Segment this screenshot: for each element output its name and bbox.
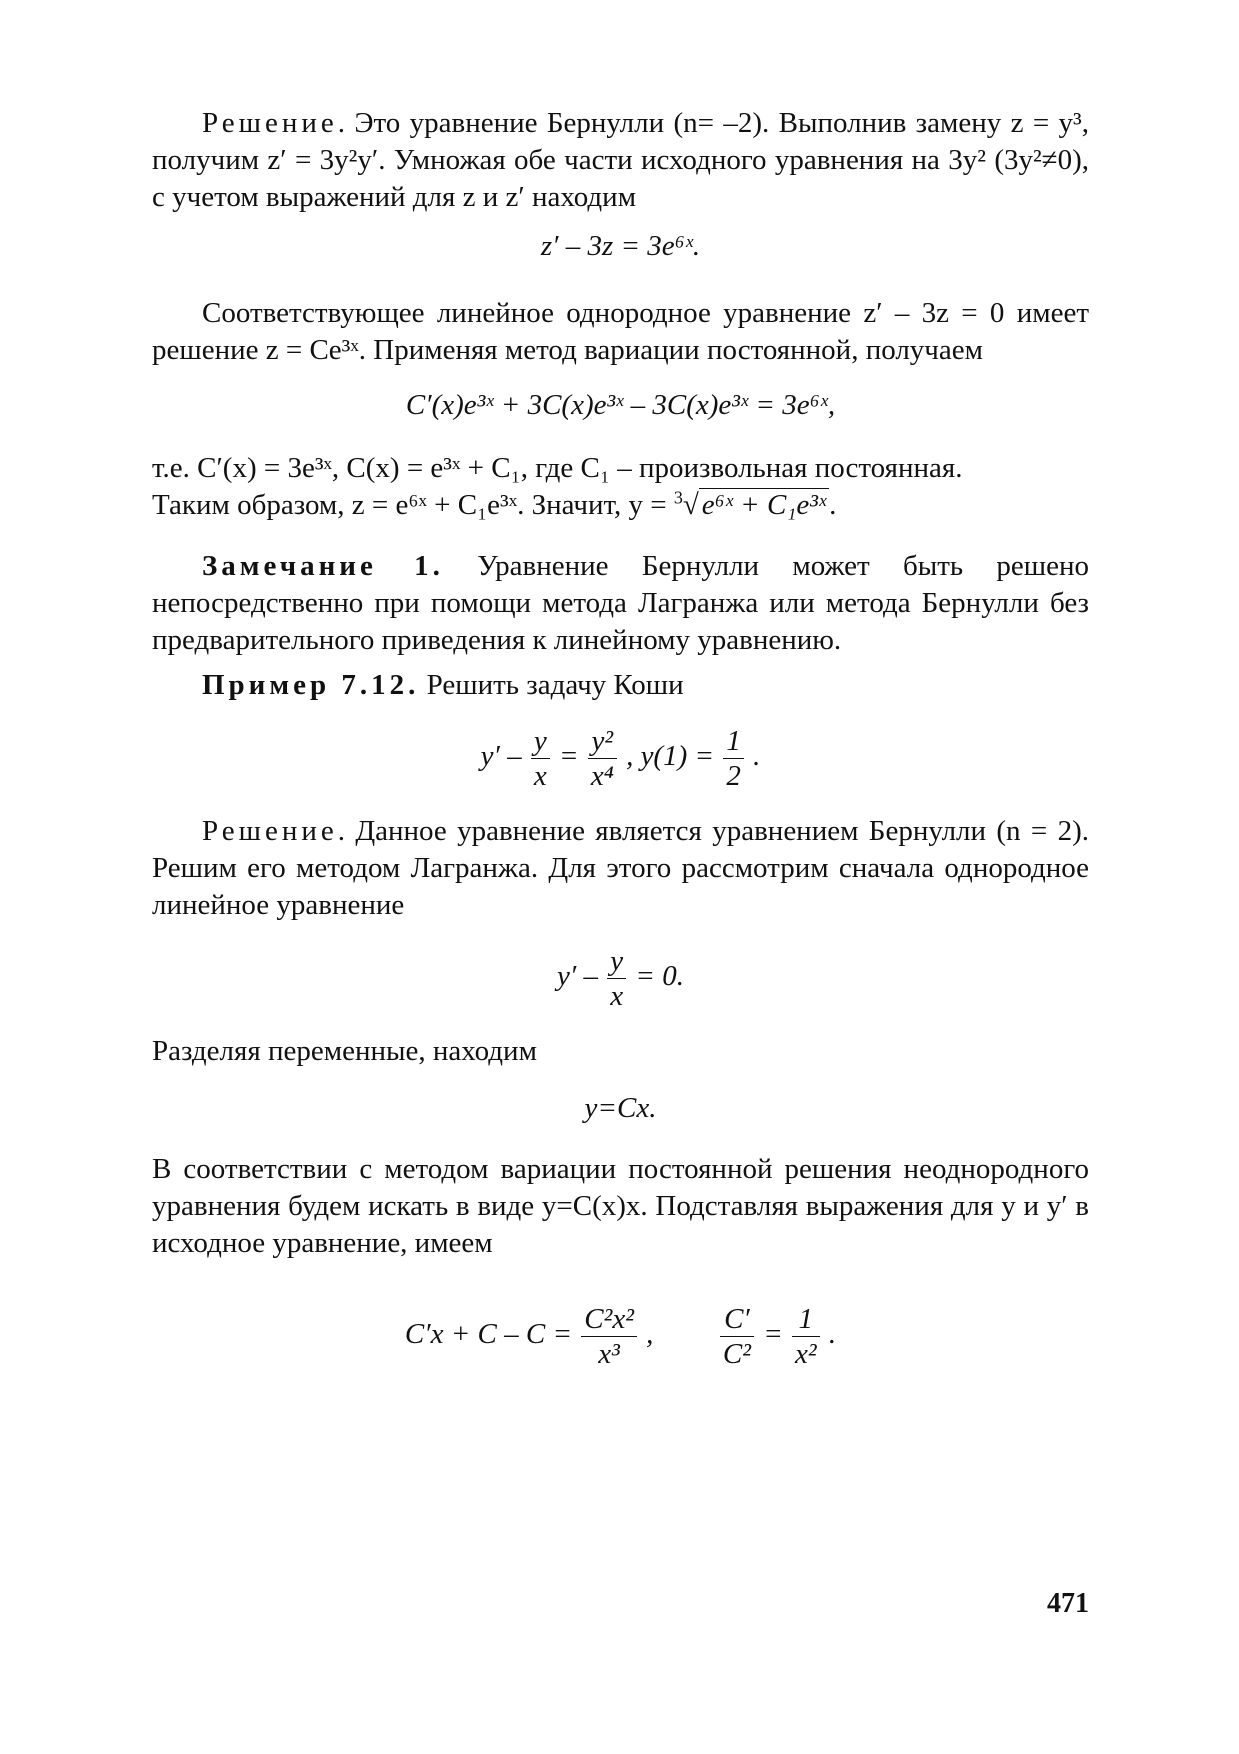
remark-paragraph	[152, 548, 1089, 659]
fraction-y-over-x-2: $\frac{y}{x}$	[607, 944, 626, 1013]
subst-eq: =	[763, 1318, 783, 1351]
homog-rhs: = 0.	[635, 960, 684, 993]
formula-homogeneous	[152, 944, 1089, 1013]
example-paragraph	[152, 667, 1089, 704]
homog-lhs: y′ –	[557, 960, 598, 993]
formula-z-equation: z′ – 3z = 3e⁶ˣ.	[540, 230, 701, 262]
formula-variation: C′(x)e³ˣ + 3C(x)e³ˣ – 3C(x)e³ˣ = 3e⁶ˣ,	[405, 389, 836, 421]
solution-text: . Это уравнение Бернулли (n= –2). Выполнив замену z = y³, получим z′ = 3y²y′. Умножая обе части исходного уравнения на 3y² (3y²≠0), с учетом выражений для z и z′ находим	[152, 107, 1089, 213]
remark-lead: Замечание 1.	[202, 550, 444, 582]
example-lead: Пример 7.12.	[202, 669, 420, 701]
subst-sep: ,	[646, 1318, 654, 1351]
fraction-cprime-over-c2: $\frac{C'}{\text{C²}}$	[720, 1302, 754, 1371]
page-number: 471	[1047, 1588, 1089, 1619]
variation-paragraph: В соответствии с методом вариации постоянной решения неоднородного уравнения будем искать в виде y=C(x)x. Подставляя выражения для y и y′ в исходное уравнение, имеем	[152, 1153, 1089, 1259]
fraction-one-half: $\frac{1}{2}$	[723, 724, 744, 793]
formula-cauchy-problem	[152, 724, 1089, 793]
cauchy-eq: =	[559, 740, 579, 773]
result-line-1: т.е. C′(x) = 3e³ˣ, C(x) = e³ˣ + C₁, где C₁ – произвольная постоянная.	[152, 452, 963, 484]
formula-y-cx: y=Cx.	[584, 1092, 657, 1124]
solution2-text: . Данное уравнение является уравнением Бернулли (n = 2). Решим его методом Лагранжа. Для этого рассмотрим сначала однородное линейное уравнение	[152, 815, 1089, 921]
homogeneous-paragraph: Соответствующее линейное однородное уравнение z′ – 3z = 0 имеет решение z = Ce³ˣ. Применяя метод вариации постоянной, получаем	[152, 297, 1089, 366]
radicand: e⁶ˣ + C₁e³ˣ	[699, 488, 829, 521]
remark-text: Уравнение Бернулли может быть решено непосредственно при помощи метода Лагранжа или метода Бернулли без предварительного приведения к линейному уравнению.	[152, 550, 1089, 656]
result-text: Таким образом, z = e⁶ˣ + C₁e³ˣ. Значит, y =	[152, 489, 667, 521]
page-body	[152, 105, 1089, 1391]
solution-paragraph-2	[152, 813, 1089, 924]
fraction-y-over-x: $\frac{y}{x}$	[531, 724, 550, 793]
fraction-y2-over-x4: $\frac{\text{y²}}{\text{x⁴}}$	[588, 724, 617, 793]
solution-lead: Решение	[202, 107, 338, 139]
cauchy-end: .	[753, 740, 761, 773]
cauchy-lhs: y′ –	[480, 740, 522, 773]
cauchy-condition: , y(1) =	[626, 740, 715, 773]
example-text: Решить задачу Коши	[419, 669, 684, 701]
root-sign: √	[682, 489, 699, 521]
solution-paragraph-1	[152, 105, 1089, 216]
root-index: 3	[673, 487, 683, 508]
separation-paragraph: Разделяя переменные, находим	[152, 1035, 537, 1067]
subst-end: .	[828, 1318, 837, 1351]
result-line-2: Таким образом, z = e⁶ˣ + C₁e³ˣ. Значит, y = $^3$√ e⁶ˣ + C₁e³ˣ .	[152, 487, 837, 521]
fraction-c2x2-over-x3: $\frac{\text{C²x²}}{\text{x³}}$	[581, 1302, 637, 1371]
fraction-1-over-x2: $\frac{1}{\text{x²}}$	[792, 1302, 820, 1371]
formula-substitution	[152, 1302, 1089, 1371]
subst-lhs: C′x + C – C =	[404, 1318, 573, 1351]
solution2-lead: Решение	[202, 815, 338, 847]
